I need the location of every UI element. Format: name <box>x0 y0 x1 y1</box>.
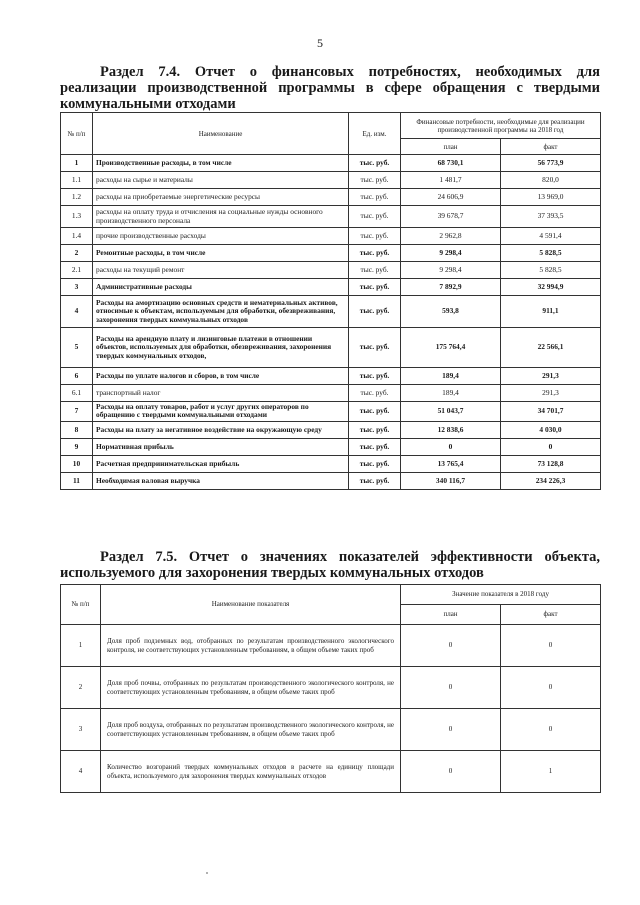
row-fact-value: 4 591,4 <box>501 228 601 245</box>
row-plan-value: 340 116,7 <box>401 472 501 489</box>
row-name: расходы на текущий ремонт <box>93 262 349 279</box>
row-number: 1.2 <box>61 189 93 206</box>
header-value: Значение показателя в 2018 году <box>401 585 601 605</box>
row-unit: тыс. руб. <box>349 472 401 489</box>
row-unit: тыс. руб. <box>349 155 401 172</box>
row-fact-value: 1 <box>501 751 601 793</box>
section-7-5-title: Раздел 7.5. Отчет о значениях показателей эффективности объекта, используемого для захоронения твердых коммунальных отходов <box>60 549 600 581</box>
row-number: 9 <box>61 438 93 455</box>
row-indicator-name: Доля проб почвы, отобранных по результатам производственного экологического контроля, не соответствующих установленным требованиям, в общем объеме таких проб <box>101 667 401 709</box>
table-row <box>61 667 601 709</box>
row-number: 2 <box>61 667 101 709</box>
row-fact-value: 4 030,0 <box>501 421 601 438</box>
table-row <box>61 625 601 667</box>
row-plan-value: 0 <box>401 751 501 793</box>
row-unit: тыс. руб. <box>349 421 401 438</box>
row-number: 11 <box>61 472 93 489</box>
row-name: расходы на приобретаемые энергетические ресурсы <box>93 189 349 206</box>
row-name: Нормативная прибыль <box>93 438 349 455</box>
row-number: 1 <box>61 155 93 172</box>
row-plan-value: 9 298,4 <box>401 245 501 262</box>
row-number: 6 <box>61 368 93 385</box>
row-plan-value: 13 765,4 <box>401 455 501 472</box>
row-number: 4 <box>61 296 93 328</box>
table-row <box>61 385 601 402</box>
header-num: № п/п <box>61 585 101 625</box>
row-number: 5 <box>61 328 93 368</box>
table-row <box>61 368 601 385</box>
row-name: расходы на оплату труда и отчисления на социальные нужды основного производственного персонала <box>93 206 349 228</box>
table-row <box>61 438 601 455</box>
row-fact-value: 291,3 <box>501 368 601 385</box>
header-unit: Ед. изм. <box>349 113 401 155</box>
row-number: 4 <box>61 751 101 793</box>
header-num: № п/п <box>61 113 93 155</box>
page-number: 5 <box>317 36 323 50</box>
row-plan-value: 0 <box>401 625 501 667</box>
header-plan: план <box>401 139 501 155</box>
row-plan-value: 189,4 <box>401 385 501 402</box>
row-fact-value: 911,1 <box>501 296 601 328</box>
row-fact-value: 0 <box>501 709 601 751</box>
header-name: Наименование <box>93 113 349 155</box>
row-number: 6.1 <box>61 385 93 402</box>
row-plan-value: 24 606,9 <box>401 189 501 206</box>
row-number: 7 <box>61 402 93 422</box>
table-row <box>61 155 601 172</box>
row-name: Расходы на арендную плату и лизинговые платежи в отношении объектов, используемых для обработки, обезвреживания, захоронения твердых коммунальных отходов, <box>93 328 349 368</box>
row-fact-value: 37 393,5 <box>501 206 601 228</box>
row-plan-value: 0 <box>401 438 501 455</box>
row-name: Производственные расходы, в том числе <box>93 155 349 172</box>
row-name: Расходы на плату за негативное воздействие на окружающую среду <box>93 421 349 438</box>
row-name: Необходимая валовая выручка <box>93 472 349 489</box>
row-name: Ремонтные расходы, в том числе <box>93 245 349 262</box>
table-row <box>61 296 601 328</box>
row-name: транспортный налог <box>93 385 349 402</box>
row-fact-value: 13 969,0 <box>501 189 601 206</box>
row-plan-value: 68 730,1 <box>401 155 501 172</box>
row-name: Расходы на амортизацию основных средств и нематериальных активов, относимые к объектам, используемым для обработки, обезвреживания, захоронения твердых коммунальных отходов <box>93 296 349 328</box>
row-unit: тыс. руб. <box>349 228 401 245</box>
header-indicator-name: Наименование показателя <box>101 585 401 625</box>
row-number: 10 <box>61 455 93 472</box>
header-needs: Финансовые потребности, необходимые для реализации производственной программы на 2018 год <box>401 113 601 139</box>
row-unit: тыс. руб. <box>349 189 401 206</box>
row-name: Расходы по уплате налогов и сборов, в том числе <box>93 368 349 385</box>
table-row <box>61 472 601 489</box>
row-plan-value: 593,8 <box>401 296 501 328</box>
row-number: 1.4 <box>61 228 93 245</box>
table-row <box>61 455 601 472</box>
row-number: 1 <box>61 625 101 667</box>
row-plan-value: 175 764,4 <box>401 328 501 368</box>
row-plan-value: 51 043,7 <box>401 402 501 422</box>
table-row <box>61 245 601 262</box>
row-plan-value: 0 <box>401 709 501 751</box>
table-row <box>61 421 601 438</box>
header-fact: факт <box>501 605 601 625</box>
table-row <box>61 709 601 751</box>
row-name: расходы на сырье и материалы <box>93 172 349 189</box>
table-row <box>61 228 601 245</box>
row-plan-value: 39 678,7 <box>401 206 501 228</box>
row-fact-value: 0 <box>501 438 601 455</box>
row-plan-value: 2 962,8 <box>401 228 501 245</box>
row-unit: тыс. руб. <box>349 455 401 472</box>
row-unit: тыс. руб. <box>349 279 401 296</box>
row-name: Расчетная предпринимательская прибыль <box>93 455 349 472</box>
row-unit: тыс. руб. <box>349 172 401 189</box>
row-number: 1.1 <box>61 172 93 189</box>
financial-needs-table <box>60 112 601 490</box>
row-number: 2.1 <box>61 262 93 279</box>
row-plan-value: 9 298,4 <box>401 262 501 279</box>
row-fact-value: 56 773,9 <box>501 155 601 172</box>
row-unit: тыс. руб. <box>349 438 401 455</box>
row-number: 1.3 <box>61 206 93 228</box>
row-fact-value: 234 226,3 <box>501 472 601 489</box>
section-7-4-title: Раздел 7.4. Отчет о финансовых потребностях, необходимых для реализации производственной программы в сфере обращения с твердыми коммунальными отходами <box>60 64 600 112</box>
row-name: Расходы на оплату товаров, работ и услуг других операторов по обращению с твердыми коммунальными отходами <box>93 402 349 422</box>
row-number: 3 <box>61 279 93 296</box>
row-indicator-name: Доля проб подземных вод, отобранных по результатам производственного экологического контроля, не соответствующих установленным требованиям, в общем объеме таких проб <box>101 625 401 667</box>
row-plan-value: 12 838,6 <box>401 421 501 438</box>
row-unit: тыс. руб. <box>349 385 401 402</box>
efficiency-indicators-table <box>60 584 601 793</box>
row-unit: тыс. руб. <box>349 368 401 385</box>
row-fact-value: 5 828,5 <box>501 245 601 262</box>
table-row <box>61 262 601 279</box>
row-unit: тыс. руб. <box>349 328 401 368</box>
scan-speck <box>206 872 208 874</box>
row-unit: тыс. руб. <box>349 245 401 262</box>
row-fact-value: 34 701,7 <box>501 402 601 422</box>
row-unit: тыс. руб. <box>349 402 401 422</box>
row-fact-value: 0 <box>501 625 601 667</box>
row-number: 2 <box>61 245 93 262</box>
row-fact-value: 32 994,9 <box>501 279 601 296</box>
row-fact-value: 0 <box>501 667 601 709</box>
row-indicator-name: Количество возгораний твердых коммунальных отходов в расчете на единицу площади объекта, используемого для захоронения твердых коммунальных отходов <box>101 751 401 793</box>
row-plan-value: 7 892,9 <box>401 279 501 296</box>
row-plan-value: 1 481,7 <box>401 172 501 189</box>
row-fact-value: 820,0 <box>501 172 601 189</box>
table-row <box>61 279 601 296</box>
table-row <box>61 172 601 189</box>
header-fact: факт <box>501 139 601 155</box>
row-fact-value: 291,3 <box>501 385 601 402</box>
row-plan-value: 189,4 <box>401 368 501 385</box>
table-row <box>61 751 601 793</box>
row-unit: тыс. руб. <box>349 262 401 279</box>
row-number: 3 <box>61 709 101 751</box>
row-indicator-name: Доля проб воздуха, отобранных по результатам производственного экологического контроля, не соответствующих установленным требованиям, в общем объеме таких проб <box>101 709 401 751</box>
row-number: 8 <box>61 421 93 438</box>
table-row <box>61 206 601 228</box>
row-unit: тыс. руб. <box>349 296 401 328</box>
header-plan: план <box>401 605 501 625</box>
table-row <box>61 328 601 368</box>
row-name: Административные расходы <box>93 279 349 296</box>
row-name: прочие производственные расходы <box>93 228 349 245</box>
row-fact-value: 73 128,8 <box>501 455 601 472</box>
row-fact-value: 5 828,5 <box>501 262 601 279</box>
table-row <box>61 189 601 206</box>
row-plan-value: 0 <box>401 667 501 709</box>
table-row <box>61 402 601 422</box>
row-unit: тыс. руб. <box>349 206 401 228</box>
row-fact-value: 22 566,1 <box>501 328 601 368</box>
